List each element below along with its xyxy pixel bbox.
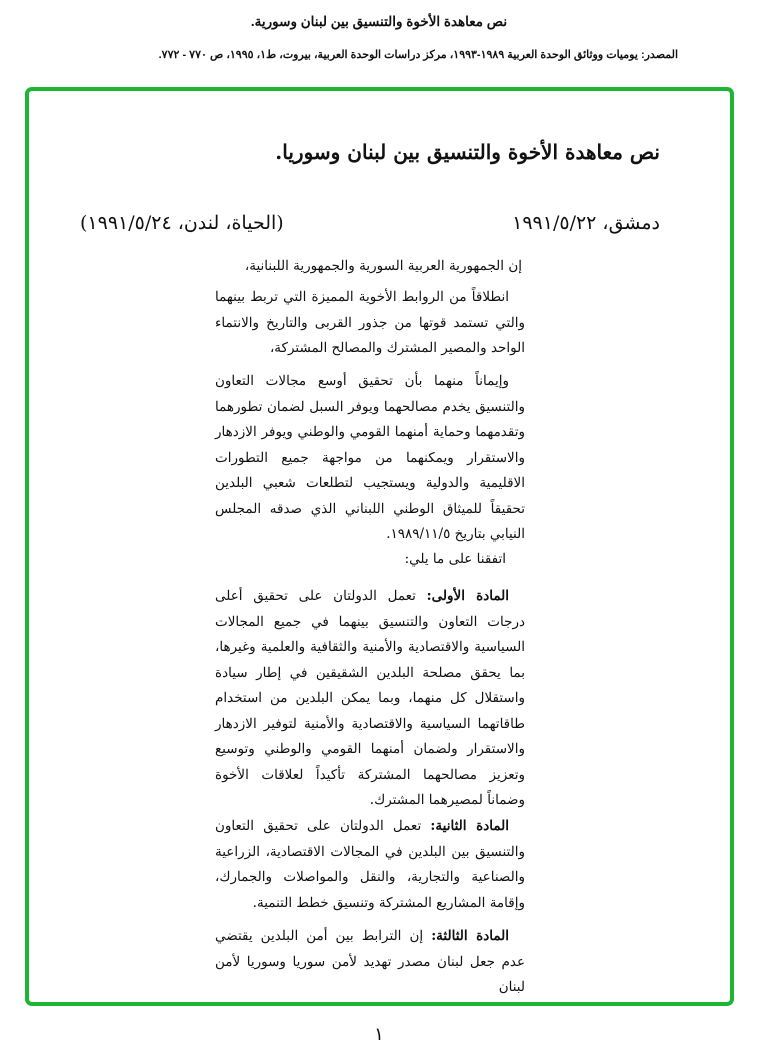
article-2-text: تعمل الدولتان على تحقيق التعاون والتنسيق بين البلدين في المجالات الاقتصادية، الزراعية والصناعية والتجارية، والنقل والمواصلات والجمارك، وإقامة المشاريع المشتركة وتنسيق خطط التنمية. bbox=[215, 818, 525, 911]
preamble-paragraph-1: انطلاقاً من الروابط الأخوية المميزة التي تربط بينهما والتي تستمد قوتها من جذور القربى والتاريخ والانتماء الواحد والمصير المشترك والمصالح المشتركة، bbox=[215, 289, 525, 356]
article-3-label: المادة الثالثة: bbox=[431, 928, 509, 944]
dateline bbox=[80, 212, 660, 234]
article-1-label: المادة الأولى: bbox=[426, 588, 509, 604]
article-3-text: إن الترابط بين أمن البلدين يقتضي عدم جعل لبنان مصدر تهديد لأمن سوريا وسوريا لأمن لبنان bbox=[215, 928, 525, 995]
article-1 bbox=[215, 584, 525, 814]
header-title: نص معاهدة الأخوة والتنسيق بين لبنان وسورية. bbox=[250, 14, 508, 29]
article-1-text: تعمل الدولتان على تحقيق أعلى درجات التعاون والتنسيق بينهما في جميع المجالات السياسية والاقتصادية والأمنية والثقافية والعلمية وغيرها، بما يحقق مصلحة البلدين الشقيقين في إطار سيادة واستقلال كل منهما، وبما يمكن البلدين من استخدام طاقاتهما السياسية والاقتصادية والأمنية لتوفير الازدهار والاستقرار ولضمان أمنهما القومي والوطني وتوسيع وتعزيز مصالحهما المشتركة تأكيداً لعلاقات الأخوة وضماناً لمصيرهما المشترك. bbox=[215, 588, 525, 808]
document-title: نص معاهدة الأخوة والتنسيق بين لبنان وسوريا. bbox=[275, 140, 660, 164]
agreed-statement: اتفقنا على ما يلي: bbox=[404, 551, 506, 567]
article-3 bbox=[215, 924, 525, 1001]
preamble-paragraph-2: وإيماناً منهما بأن تحقيق أوسع مجالات التعاون والتنسيق يخدم مصالحهما ويوفر السبل لضمان تطورهما وتقدمهما وحماية أمنهما القومي والوطني ويوفر الازدهار والاستقرار ويمكنهما من مواجهة جميع التطورات الاقليمية والدولية ويستجيب لتطلعات شعبي البلدين تحقيقاً للميثاق الوطني اللبناني الذي صدقه المجلس النيابي بتاريخ ١٩٨٩/١١/٥. bbox=[215, 373, 525, 542]
page-number: ١ bbox=[374, 1024, 384, 1045]
header-source-citation: المصدر: يوميات ووثائق الوحدة العربية ١٩٨٩-١٩٩٣، مركز دراسات الوحدة العربية، بيروت، ط١، ١٩٩٥، ص ٧٧٠ - ٧٧٢. bbox=[158, 49, 678, 61]
article-2-label: المادة الثانية: bbox=[430, 818, 509, 834]
dateline-place-date: دمشق، ١٩٩١/٥/٢٢ bbox=[512, 212, 660, 234]
intro-paragraph: إن الجمهورية العربية السورية والجمهورية اللبنانية، bbox=[244, 258, 522, 274]
article-2 bbox=[215, 814, 525, 916]
dateline-reference: (الحياة، لندن، ١٩٩١/٥/٢٤) bbox=[80, 212, 284, 234]
